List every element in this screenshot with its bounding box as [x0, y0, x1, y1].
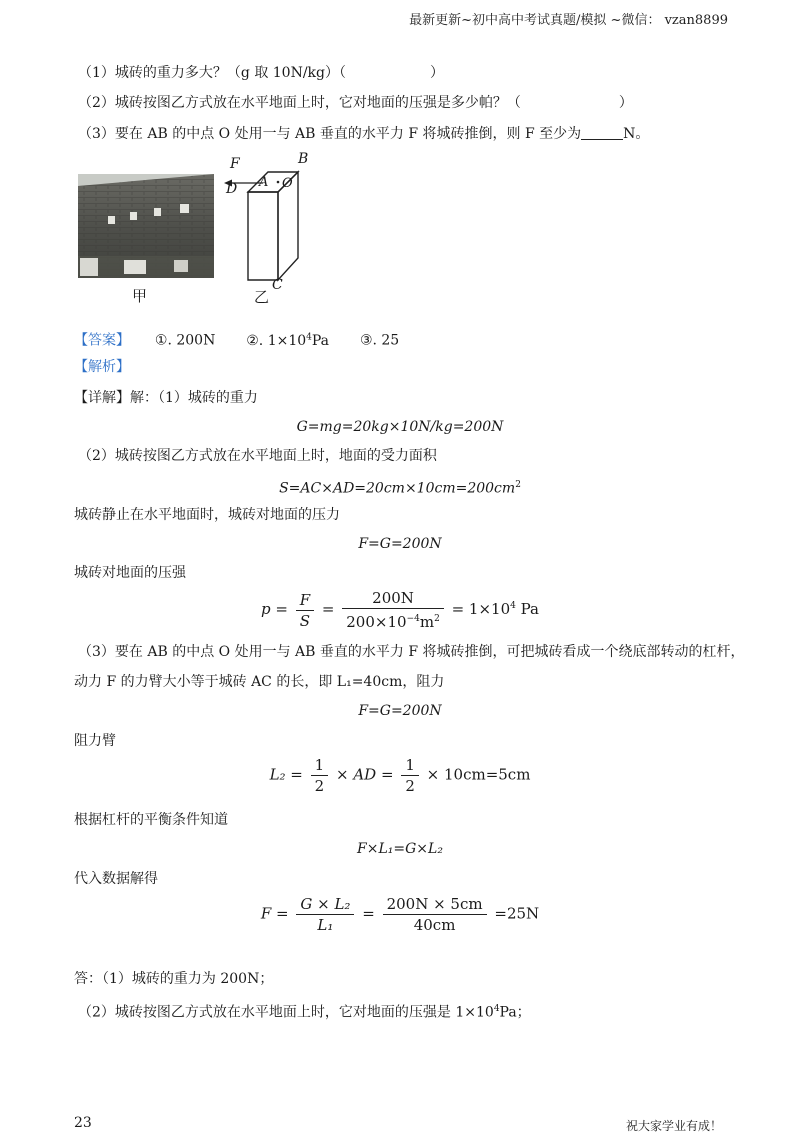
answer-2: ②. $1\times 10^4Pa$: [246, 332, 330, 349]
answer-line: [74, 327, 399, 351]
equation-gravity: G=mg=20kg×10N/kg=200N: [296, 419, 504, 435]
equation-resistance-arm: L₂ = $\frac{1}{2}$ × AD = $\frac{1}{2}$ × 10cm=5cm: [269, 756, 531, 795]
detail-line-8: 根据杠杆的平衡条件知道: [74, 812, 228, 828]
answer-tag: 【答案】: [74, 332, 130, 349]
question-3-text: （3）要在 AB 的中点 O 处用一与 AB 垂直的水平力 F 将城砖推倒，则 F 至少为: [78, 126, 582, 142]
label-B: B: [298, 151, 309, 167]
answer-1: ①. 200N: [154, 332, 216, 349]
equation-lever-balance: F×L₁=G×L₂: [357, 841, 443, 857]
label-C: C: [272, 277, 283, 293]
question-3-unit: N。: [623, 126, 650, 142]
diagram-caption: 乙: [254, 288, 270, 306]
conclusion-1: 答：（1）城砖的重力为 200N；: [74, 971, 274, 987]
question-3: [78, 124, 649, 144]
label-D: D: [226, 181, 238, 197]
detail-line-4: 城砖对地面的压强: [74, 565, 186, 581]
page-header: 最新更新~初中高中考试真题/模拟 ~微信： vzan8899: [409, 13, 728, 28]
label-O: O: [282, 176, 293, 191]
detail-tag: 【详解】: [74, 390, 130, 406]
analysis-tag: 【解析】: [74, 359, 130, 375]
detail-line-3: 城砖静止在水平地面时，城砖对地面的压力: [74, 507, 340, 523]
equation-resistance: F=G=200N: [358, 703, 442, 719]
equation-area: $S=AC\times AD=20cm\times 10cm=200cm^2$: [279, 480, 521, 497]
conclusion-2: （2）城砖按图乙方式放在水平地面上时，它对地面的压强是 $1\times 10^4Pa$；: [78, 1004, 531, 1021]
page-number: 23: [74, 1115, 92, 1131]
answer-3: ③. 25: [359, 332, 400, 349]
detail-line-1: [74, 388, 258, 408]
equation-force: F = $\frac{\text{G × L₂}}{\text{L₁}}$ = $\frac{200N \times 5cm}{40cm}$ =25N: [260, 895, 540, 934]
detail-text-1: 解：（1）城砖的重力: [130, 390, 258, 406]
footer-wish: 祝大家学业有成！: [625, 1119, 722, 1133]
equation-pressure: p = $\frac{F}{S}$ = $\frac{200N}{200\times 10^{-4}m^2}$ = $1\times 10^4$ Pa: [260, 589, 540, 631]
detail-line-6: 动力 F 的力臂大小等于城砖 AC 的长，即 L₁=40cm，阻力: [74, 674, 445, 690]
label-A: A: [259, 175, 269, 190]
detail-line-2: （2）城砖按图乙方式放在水平地面上时，地面的受力面积: [78, 448, 437, 464]
detail-line-7: 阻力臂: [74, 733, 116, 749]
equation-pressure-force: F=G=200N: [358, 536, 442, 552]
question-1: （1）城砖的重力多大？（g 取 10N/kg）（ ）: [78, 65, 444, 81]
detail-line-9: 代入数据解得: [74, 871, 158, 887]
question-2: （2）城砖按图乙方式放在水平地面上时，它对地面的压强是多少帕？（ ）: [78, 95, 633, 111]
answer-blank: [581, 125, 623, 140]
wall-photo: [78, 174, 214, 278]
label-F: F: [230, 156, 240, 172]
detail-line-5: （3）要在 AB 的中点 O 处用一与 AB 垂直的水平力 F 将城砖推倒，可把城砖看成一个绕底部转动的杠杆，: [78, 644, 745, 660]
photo-caption: 甲: [132, 287, 148, 305]
